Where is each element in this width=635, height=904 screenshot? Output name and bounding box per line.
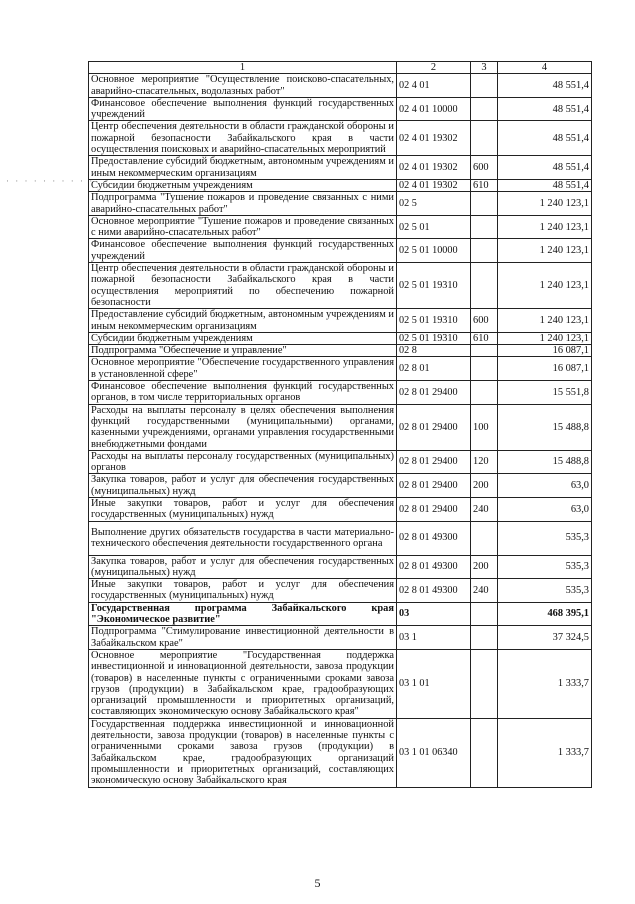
row-name-cell: Подпрограмма "Тушение пожаров и проведение связанных с ними аварийно-спасательных работ" [89, 192, 397, 216]
row-name-cell: Центр обеспечения деятельности в области гражданской обороны и пожарной безопасности Забайкальского края в части осуществления мероприятий по обеспечению пожарной безопасности [89, 263, 397, 309]
row-name-cell: Субсидии бюджетным учреждениям [89, 332, 397, 344]
table-row [89, 345, 592, 357]
row-vr-cell: 240 [471, 579, 498, 603]
row-code-cell: 02 4 01 [397, 74, 471, 98]
row-vr-cell: 600 [471, 156, 498, 180]
row-vr-cell [471, 357, 498, 381]
row-code-cell: 02 8 01 29400 [397, 450, 471, 474]
row-name-cell: Предоставление субсидий бюджетным, автономным учреждениям и иным некоммерческим организациям [89, 156, 397, 180]
row-name-cell: Расходы на выплаты персоналу в целях обеспечения выполнения функций государственными (муниципальными) органами, казенными учреждениями, органами управления государственными внебюджетными фондами [89, 404, 397, 450]
row-name-cell: Основное мероприятие "Государственная поддержка инвестиционной и инновационной деятельности, завоза продукции (товаров) в населенные пункты с ограниченными сроками завоза грузов (продукции) в Забайкальском крае, градообразующих организаций промышленности и приоритетных организаций, составляющих экономическую основу Забайкальского края" [89, 649, 397, 718]
row-sum-cell: 48 551,4 [498, 121, 592, 156]
budget-table [88, 61, 592, 788]
header-col-3: 3 [471, 62, 498, 74]
row-name-cell: Центр обеспечения деятельности в области гражданской обороны и пожарной безопасности Забайкальского края в части осуществления поисковых и аварийно-спасательных мероприятий [89, 121, 397, 156]
table-row [89, 404, 592, 450]
row-code-cell: 02 8 01 29400 [397, 404, 471, 450]
row-sum-cell: 535,3 [498, 579, 592, 603]
row-sum-cell: 63,0 [498, 497, 592, 521]
row-vr-cell [471, 381, 498, 405]
table-row [89, 332, 592, 344]
row-name-cell: Закупка товаров, работ и услуг для обеспечения государственных (муниципальных) нужд [89, 474, 397, 498]
row-code-cell: 03 1 [397, 626, 471, 650]
row-name-cell: Финансовое обеспечение выполнения функций государственных органов, в том числе территориальных органов [89, 381, 397, 405]
row-vr-cell: 610 [471, 179, 498, 191]
row-code-cell: 02 8 [397, 345, 471, 357]
row-sum-cell: 48 551,4 [498, 156, 592, 180]
row-vr-cell: 240 [471, 497, 498, 521]
row-name-cell: Государственная поддержка инвестиционной и инновационной деятельности, завоза продукции (товаров) в населенные пункты с ограниченными сроками завоза грузов (продукции) в Забайкальском крае, градообразующих организаций промышленности и приоритетных организаций, составляющих экономическую основу Забайкальского края [89, 718, 397, 787]
row-sum-cell: 48 551,4 [498, 179, 592, 191]
table-row [89, 555, 592, 579]
header-col-2: 2 [397, 62, 471, 74]
table-row [89, 97, 592, 121]
row-code-cell: 02 5 01 19310 [397, 332, 471, 344]
table-row [89, 309, 592, 333]
row-sum-cell: 1 333,7 [498, 718, 592, 787]
row-sum-cell: 1 240 123,1 [498, 192, 592, 216]
row-vr-cell [471, 649, 498, 718]
row-vr-cell [471, 521, 498, 555]
row-code-cell: 02 5 01 [397, 215, 471, 239]
row-name-cell: Выполнение других обязательств государства в части материально-технического обеспечения деятельности государственного органа [89, 521, 397, 555]
row-vr-cell [471, 74, 498, 98]
row-vr-cell [471, 263, 498, 309]
row-sum-cell: 1 240 123,1 [498, 309, 592, 333]
row-sum-cell: 16 087,1 [498, 357, 592, 381]
table-row [89, 626, 592, 650]
row-name-cell: Подпрограмма "Стимулирование инвестиционной деятельности в Забайкальском крае" [89, 626, 397, 650]
row-name-cell: Финансовое обеспечение выполнения функций государственных учреждений [89, 239, 397, 263]
table-row [89, 74, 592, 98]
row-sum-cell: 15 551,8 [498, 381, 592, 405]
row-sum-cell: 48 551,4 [498, 74, 592, 98]
row-vr-cell: 600 [471, 309, 498, 333]
row-vr-cell: 200 [471, 474, 498, 498]
row-code-cell: 02 8 01 29400 [397, 497, 471, 521]
row-name-cell: Основное мероприятие "Тушение пожаров и проведение связанных с ними аварийно-спасательных работ" [89, 215, 397, 239]
table-row [89, 450, 592, 474]
row-name-cell: Закупка товаров, работ и услуг для обеспечения государственных (муниципальных) нужд [89, 555, 397, 579]
row-sum-cell: 15 488,8 [498, 450, 592, 474]
table-row [89, 579, 592, 603]
table-row [89, 718, 592, 787]
table-row [89, 263, 592, 309]
row-name-cell: Финансовое обеспечение выполнения функций государственных учреждений [89, 97, 397, 121]
row-code-cell: 02 5 01 10000 [397, 239, 471, 263]
row-name-cell: Государственная программа Забайкальского края "Экономическое развитие" [89, 602, 397, 626]
page-number: 5 [314, 876, 321, 890]
row-code-cell: 03 [397, 602, 471, 626]
row-vr-cell [471, 121, 498, 156]
row-sum-cell: 48 551,4 [498, 97, 592, 121]
row-vr-cell [471, 626, 498, 650]
row-name-cell: Иные закупки товаров, работ и услуг для обеспечения государственных (муниципальных) нужд [89, 497, 397, 521]
header-col-1: 1 [89, 62, 397, 74]
row-vr-cell [471, 97, 498, 121]
row-code-cell: 02 5 01 19310 [397, 309, 471, 333]
row-sum-cell: 535,3 [498, 555, 592, 579]
row-code-cell: 02 8 01 29400 [397, 474, 471, 498]
row-sum-cell: 1 240 123,1 [498, 263, 592, 309]
row-vr-cell [471, 718, 498, 787]
row-sum-cell: 15 488,8 [498, 404, 592, 450]
table-row [89, 381, 592, 405]
row-vr-cell: 200 [471, 555, 498, 579]
table-row [89, 192, 592, 216]
row-code-cell: 02 8 01 29400 [397, 381, 471, 405]
row-code-cell: 03 1 01 06340 [397, 718, 471, 787]
table-row [89, 357, 592, 381]
row-vr-cell [471, 215, 498, 239]
row-name-cell: Расходы на выплаты персоналу государственных (муниципальных) органов [89, 450, 397, 474]
row-code-cell: 02 5 [397, 192, 471, 216]
table-row [89, 179, 592, 191]
row-code-cell: 02 4 01 19302 [397, 156, 471, 180]
row-sum-cell: 535,3 [498, 521, 592, 555]
row-sum-cell: 1 240 123,1 [498, 332, 592, 344]
row-vr-cell: 100 [471, 404, 498, 450]
row-name-cell: Предоставление субсидий бюджетным, автономным учреждениям и иным некоммерческим организациям [89, 309, 397, 333]
table-row [89, 156, 592, 180]
table-row [89, 497, 592, 521]
row-vr-cell [471, 345, 498, 357]
row-sum-cell: 1 240 123,1 [498, 239, 592, 263]
table-row [89, 121, 592, 156]
row-sum-cell: 16 087,1 [498, 345, 592, 357]
table-body [89, 74, 592, 787]
table-header-row [89, 62, 592, 74]
row-code-cell: 02 8 01 49300 [397, 555, 471, 579]
row-code-cell: 02 8 01 49300 [397, 521, 471, 555]
row-vr-cell [471, 602, 498, 626]
row-name-cell: Иные закупки товаров, работ и услуг для обеспечения государственных (муниципальных) нужд [89, 579, 397, 603]
row-vr-cell [471, 239, 498, 263]
row-name-cell: Субсидии бюджетным учреждениям [89, 179, 397, 191]
row-sum-cell: 1 240 123,1 [498, 215, 592, 239]
row-code-cell: 02 4 01 19302 [397, 121, 471, 156]
row-vr-cell: 610 [471, 332, 498, 344]
scan-artifact-dots: · · · · · · · · · · [6, 176, 95, 186]
row-name-cell: Основное мероприятие "Обеспечение государственного управления в установленной сфере" [89, 357, 397, 381]
row-sum-cell: 1 333,7 [498, 649, 592, 718]
row-sum-cell: 468 395,1 [498, 602, 592, 626]
row-code-cell: 02 4 01 10000 [397, 97, 471, 121]
row-code-cell: 03 1 01 [397, 649, 471, 718]
row-code-cell: 02 4 01 19302 [397, 179, 471, 191]
row-code-cell: 02 8 01 49300 [397, 579, 471, 603]
table-row [89, 521, 592, 555]
row-code-cell: 02 5 01 19310 [397, 263, 471, 309]
row-sum-cell: 37 324,5 [498, 626, 592, 650]
table-row [89, 602, 592, 626]
row-sum-cell: 63,0 [498, 474, 592, 498]
row-code-cell: 02 8 01 [397, 357, 471, 381]
header-col-4: 4 [498, 62, 592, 74]
table-row [89, 215, 592, 239]
row-name-cell: Основное мероприятие "Осуществление поисково-спасательных, аварийно-спасательных, водолазных работ" [89, 74, 397, 98]
table-row [89, 649, 592, 718]
table-row [89, 474, 592, 498]
row-vr-cell [471, 192, 498, 216]
row-name-cell: Подпрограмма "Обеспечение и управление" [89, 345, 397, 357]
row-vr-cell: 120 [471, 450, 498, 474]
table-row [89, 239, 592, 263]
